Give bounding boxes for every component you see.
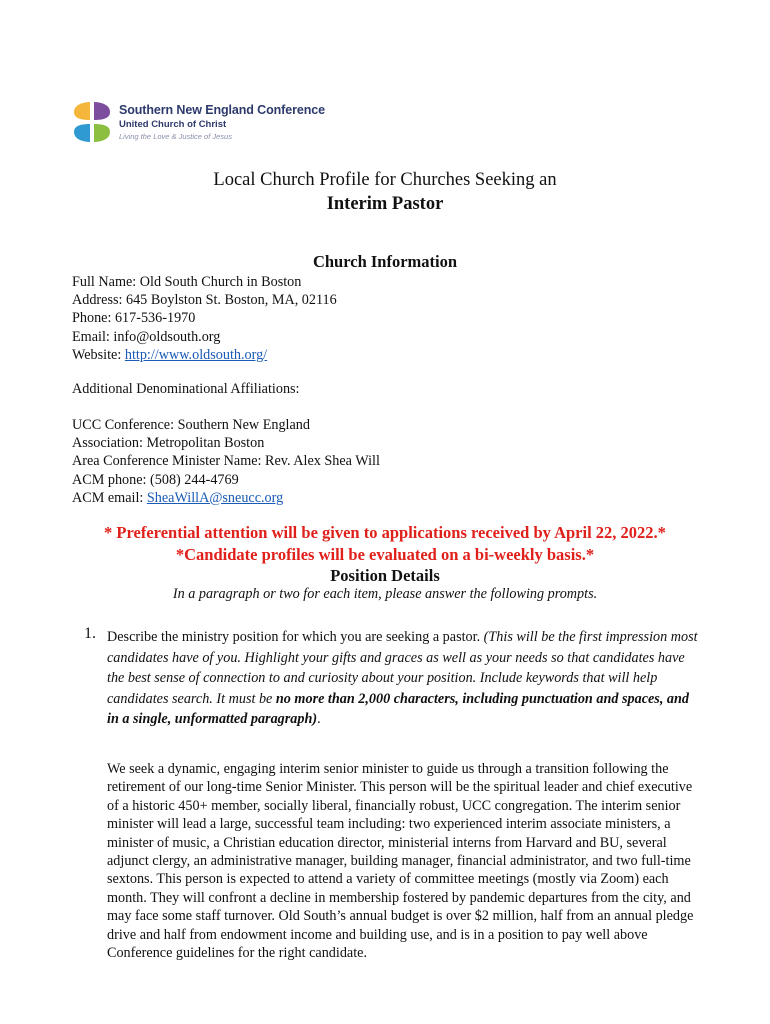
document-subtitle: Interim Pastor — [326, 194, 444, 214]
question-prompt — [107, 627, 702, 730]
logo-text — [119, 103, 325, 141]
logo-tagline: Living the Love & Justice of Jesus — [119, 132, 232, 141]
full-name-line: Full Name: Old South Church in Boston — [72, 274, 302, 290]
acm-name-line: Area Conference Minister Name: Rev. Alex Shea Will — [72, 453, 380, 470]
acm-email-link[interactable]: SheaWillA@sneucc.org — [146, 489, 284, 506]
conference-hearts-logo-icon — [70, 100, 114, 144]
acm-email-line — [72, 489, 380, 507]
website-label: Website: — [72, 346, 125, 363]
evaluation-notice: *Candidate profiles will be evaluated on a bi-weekly basis.* — [175, 545, 595, 564]
logo-conference-name: Southern New England Conference — [119, 103, 325, 117]
church-info-heading: Church Information — [312, 252, 458, 271]
conference-logo — [70, 100, 330, 146]
website-link[interactable]: http://www.oldsouth.org/ — [124, 346, 268, 363]
document-title: Local Church Profile for Churches Seeking an — [213, 170, 557, 190]
position-details-heading: Position Details — [330, 566, 440, 585]
deadline-notice: * Preferential attention will be given to applications received by April 22, 2022.* — [104, 523, 666, 542]
conference-block — [72, 416, 380, 507]
phone-line: Phone: 617-536-1970 — [72, 310, 196, 327]
logo-subtitle: United Church of Christ — [119, 119, 227, 130]
email-line: Email: info@oldsouth.org — [72, 328, 221, 345]
prompt-instructions: In a paragraph or two for each item, please answer the following prompts. — [172, 586, 598, 602]
conference-line: UCC Conference: Southern New England — [72, 417, 310, 433]
church-contact-block — [72, 273, 337, 364]
affiliations-line: Additional Denominational Affiliations: — [72, 381, 300, 397]
acm-email-label: ACM email: — [72, 489, 147, 506]
question-number: 1. — [84, 625, 96, 642]
website-line — [72, 346, 337, 364]
question-requirement: no more than 2,000 characters, including punctuation and spaces, and in a single, unformatted paragraph) — [107, 690, 689, 727]
question-end: . — [317, 711, 321, 727]
association-line: Association: Metropolitan Boston — [72, 435, 265, 452]
answer-paragraph: We seek a dynamic, engaging interim senior minister to guide us through a transition following the retirement of our long-time Senior Minister. This person will be the spiritual leader and chief executive of a historic 450+ member, socially liberal, financially robust, UCC congregation. The interim senior minister will lead a large, successful team including: two experienced interim associate ministers, a minister of music, a Christian education director, ministerial interns from Harvard and BU, several adjunct clergy, an administrative manager, building manager, financial administrator, and two full-time sextons. This person is expected to attend a variety of committee meetings (mostly via Zoom) each month. They will confront a decline in membership fostered by pandemic departures from the city, and may face some staff turnover. Old South’s annual budget is over $2 million, half from an annual pledge drive and half from endowment income and building use, and is in a position to pay well above Conference guidelines for the right candidate. — [107, 761, 694, 962]
question-guidance: (This will be the first impression most candidates have of you. Highlight your gifts and graces as well as your needs so that candidates have the best sense of connection to and curiosity about your position. Include keywords that will help candidates search. It must be — [107, 629, 698, 707]
question-text: Describe the ministry position for which you are seeking a pastor. — [107, 629, 484, 645]
acm-phone-line: ACM phone: (508) 244-4769 — [72, 471, 239, 488]
address-line: Address: 645 Boylston St. Boston, MA, 02116 — [72, 292, 337, 309]
